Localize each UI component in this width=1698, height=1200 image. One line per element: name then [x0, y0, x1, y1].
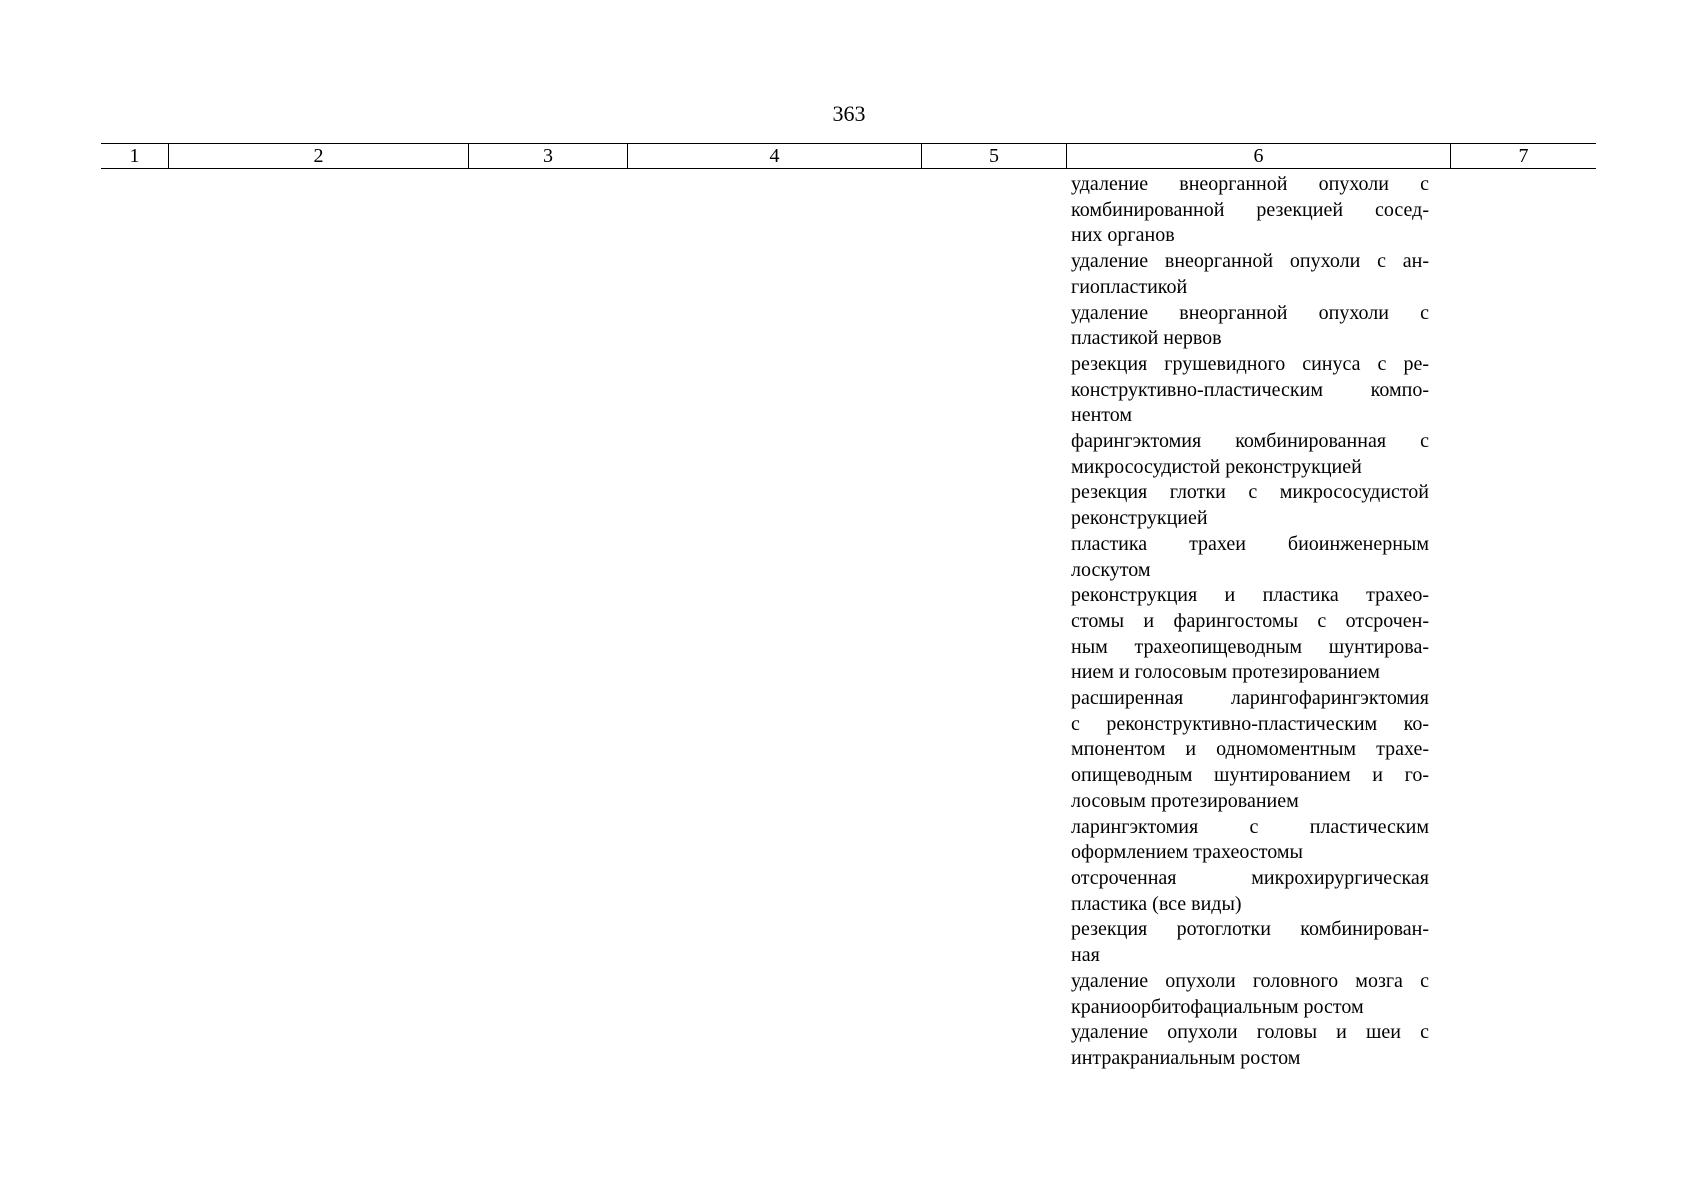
procedure-entry — [1071, 172, 1429, 249]
column-number-2: 2 — [168, 144, 468, 168]
procedure-entry — [1071, 429, 1429, 480]
procedure-entry — [1071, 583, 1429, 686]
table-header-row — [101, 143, 1596, 169]
procedure-entry — [1071, 815, 1429, 866]
procedure-entry — [1071, 352, 1429, 429]
column-number-1: 1 — [129, 145, 140, 167]
procedure-entry — [1071, 969, 1429, 1020]
procedure-entry-line: лоскутом — [1071, 558, 1151, 581]
procedure-entry-line: нием и голосовым протезированием — [1071, 661, 1380, 684]
column-number-5: 5 — [921, 144, 1066, 168]
procedure-entry-line: мпонентом и одномоментным трахе- — [1071, 738, 1429, 761]
procedure-entry-line: оформлением трахеостомы — [1071, 841, 1303, 864]
procedure-entry-line: ная — [1071, 944, 1100, 967]
procedure-entry-line: удаление внеорганной опухоли с — [1071, 173, 1429, 195]
procedure-entry — [1071, 249, 1429, 300]
procedure-entry-line: с реконструктивно-пластическим ко- — [1071, 712, 1429, 735]
page-number: 363 — [832, 101, 866, 126]
procedure-entry-line: конструктивно-пластическим компо- — [1071, 378, 1429, 401]
procedure-entry — [1071, 866, 1429, 917]
procedure-entry-line: пластика (все виды) — [1071, 892, 1242, 915]
procedure-entry — [1071, 301, 1429, 352]
procedure-entry-line: реконструкция и пластика трахео- — [1071, 584, 1429, 607]
procedure-entry-line: комбинированной резекцией сосед- — [1071, 198, 1429, 221]
procedure-entry-line: краниоорбитофациальным ростом — [1071, 995, 1364, 1018]
column-number-6: 6 — [1066, 144, 1450, 168]
procedure-entry — [1071, 1020, 1429, 1071]
procedure-entry-line: удаление опухоли головы и шеи с — [1071, 1021, 1429, 1044]
procedure-entry-line: лосовым протезированием — [1071, 789, 1299, 812]
procedure-entry-line: ларингэктомия с пластическим — [1071, 815, 1429, 838]
procedure-entry-line: микрососудистой реконструкцией — [1071, 455, 1362, 478]
procedure-entry-line: удаление внеорганной опухоли с ан- — [1071, 250, 1429, 273]
procedure-entry-line: резекция грушевидного синуса с ре- — [1071, 352, 1429, 375]
procedure-entry — [1071, 917, 1429, 968]
procedure-entry-line: резекция ротоглотки комбинирован- — [1071, 918, 1429, 941]
procedure-entry-line: удаление внеорганной опухоли с — [1071, 301, 1429, 324]
column-6-content — [1071, 172, 1429, 1072]
procedure-entry-line: интракраниальным ростом — [1071, 1046, 1301, 1069]
procedure-entry-line: удаление опухоли головного мозга с — [1071, 969, 1429, 992]
column-number-3: 3 — [468, 144, 627, 168]
procedure-entry-line: стомы и фарингостомы с отсрочен- — [1071, 609, 1429, 632]
procedure-entry-line: резекция глотки с микрососудистой — [1071, 481, 1429, 504]
procedure-entry — [1071, 532, 1429, 583]
procedure-entry-line: пластикой нервов — [1071, 327, 1222, 350]
column-number-7: 7 — [1450, 144, 1596, 168]
procedure-entry-line: ным трахеопищеводным шунтирова- — [1071, 635, 1429, 658]
procedure-entry-line: реконструкцией — [1071, 507, 1208, 530]
procedure-entry-line: нентом — [1071, 404, 1133, 427]
procedure-entry-line: фарингэктомия комбинированная с — [1071, 430, 1429, 453]
procedure-entry-line: отсроченная микрохирургическая — [1071, 866, 1429, 889]
procedure-entry-line: гиопластикой — [1071, 275, 1188, 298]
procedure-entry-line: них органов — [1071, 224, 1175, 247]
procedure-entry-line: расширенная ларингофарингэктомия — [1071, 687, 1429, 710]
procedure-entry — [1071, 480, 1429, 531]
column-number-4: 4 — [627, 144, 921, 168]
procedure-entry-line: опищеводным шунтированием и го- — [1071, 764, 1429, 787]
procedure-entry — [1071, 686, 1429, 815]
procedure-entry-line: пластика трахеи биоинженерным — [1071, 532, 1429, 555]
